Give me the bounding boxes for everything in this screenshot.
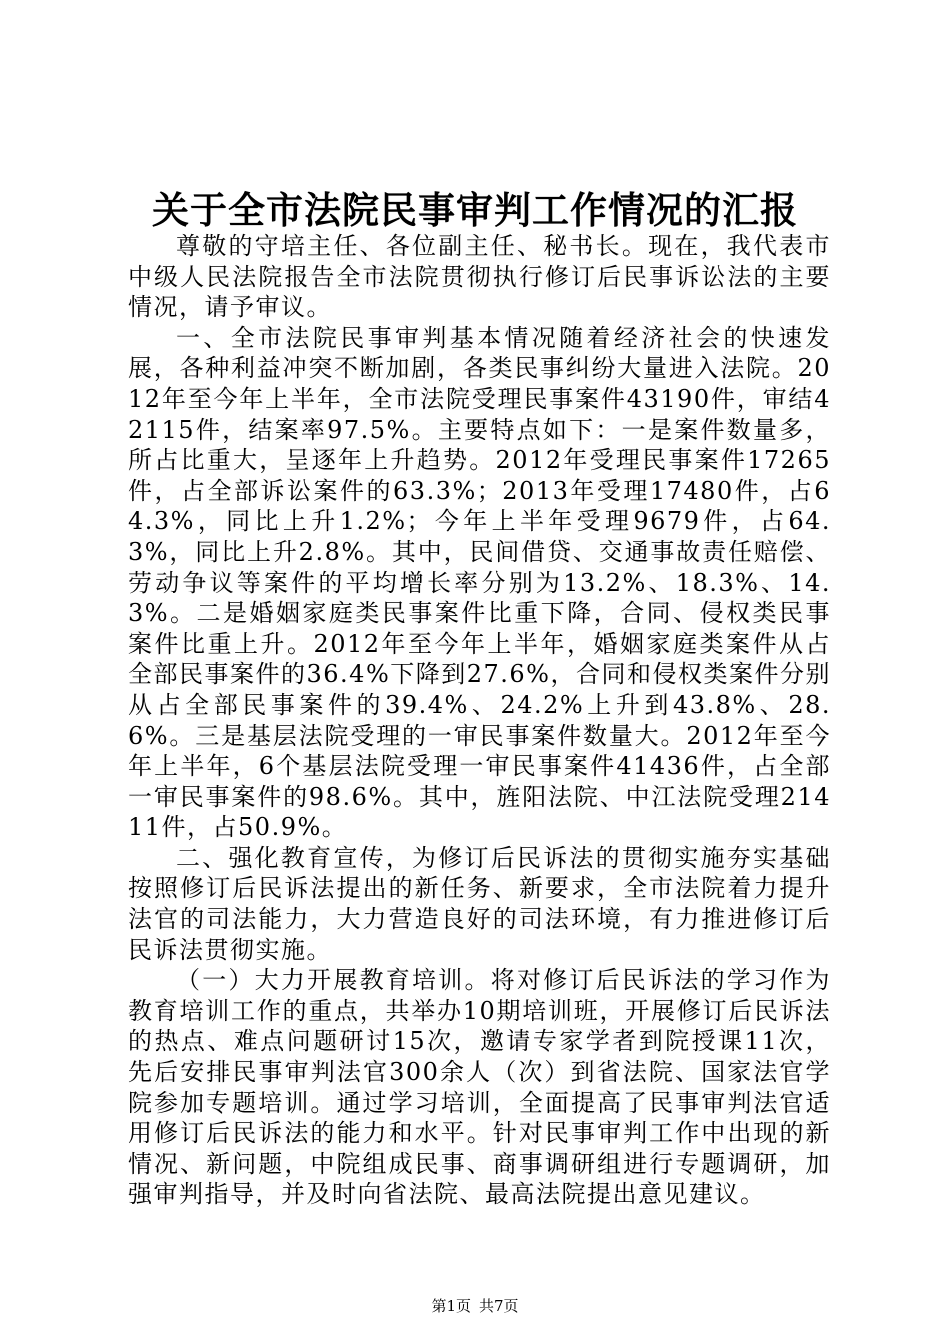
paragraph-section-2: 二、强化教育宣传，为修订后民诉法的贯彻实施夯实基础按照修订后民诉法提出的新任务、新要求，全市法院着力提升法官的司法能力，大力营造良好的司法环境，有力推进修订后民诉法贯彻实施。 [128, 843, 831, 964]
page-number: 第1页 [431, 1297, 471, 1315]
paragraph-subsection-1: （一）大力开展教育培训。将对修订后民诉法的学习作为教育培训工作的重点，共举办10期培训班，开展修订后民诉法的热点、难点问题研讨15次，邀请专家学者到院授课11次，先后安排民事审判法官300余人（次）到省法院、国家法官学院参加专题培训。通过学习培训，全面提高了民事审判法官适用修订后民诉法的能力和水平。针对民事审判工作中出现的新情况、新问题，中院组成民事、商事调研组进行专题调研，加强审判指导，并及时向省法院、最高法院提出意见建议。 [128, 966, 831, 1209]
document-body [128, 231, 831, 1210]
page-total: 共7页 [479, 1297, 519, 1315]
page-footer [0, 1296, 950, 1316]
paragraph-greeting: 尊敬的守培主任、各位副主任、秘书长。现在，我代表市中级人民法院报告全市法院贯彻执行修订后民事诉讼法的主要情况，请予审议。 [128, 232, 831, 322]
document-title: 关于全市法院民事审判工作情况的汇报 [152, 188, 798, 232]
paragraph-section-1: 一、全市法院民事审判基本情况随着经济社会的快速发展，各种利益冲突不断加剧，各类民事纠纷大量进入法院。2012年至今年上半年，全市法院受理民事案件43190件，审结42115件，结案率97.5%。主要特点如下：一是案件数量多，所占比重大，呈逐年上升趋势。2012年受理民事案件17265件，占全部诉讼案件的63.3%；2013年受理17480件，占64.3%，同比上升1.2%；今年上半年受理9679件，占64.3%，同比上升2.8%。其中，民间借贷、交通事故责任赔偿、劳动争议等案件的平均增长率分别为13.2%、18.3%、14.3%。二是婚姻家庭类民事案件比重下降，合同、侵权类民事案件比重上升。2012年至今年上半年，婚姻家庭类案件从占全部民事案件的36.4%下降到27.6%，合同和侵权类案件分别从占全部民事案件的39.4%、24.2%上升到43.8%、28.6%。三是基层法院受理的一审民事案件数量大。2012年至今年上半年，6个基层法院受理一审民事案件41436件，占全部一审民事案件的98.6%。其中，旌阳法院、中江法院受理21411件，占50.9%。 [128, 323, 831, 842]
